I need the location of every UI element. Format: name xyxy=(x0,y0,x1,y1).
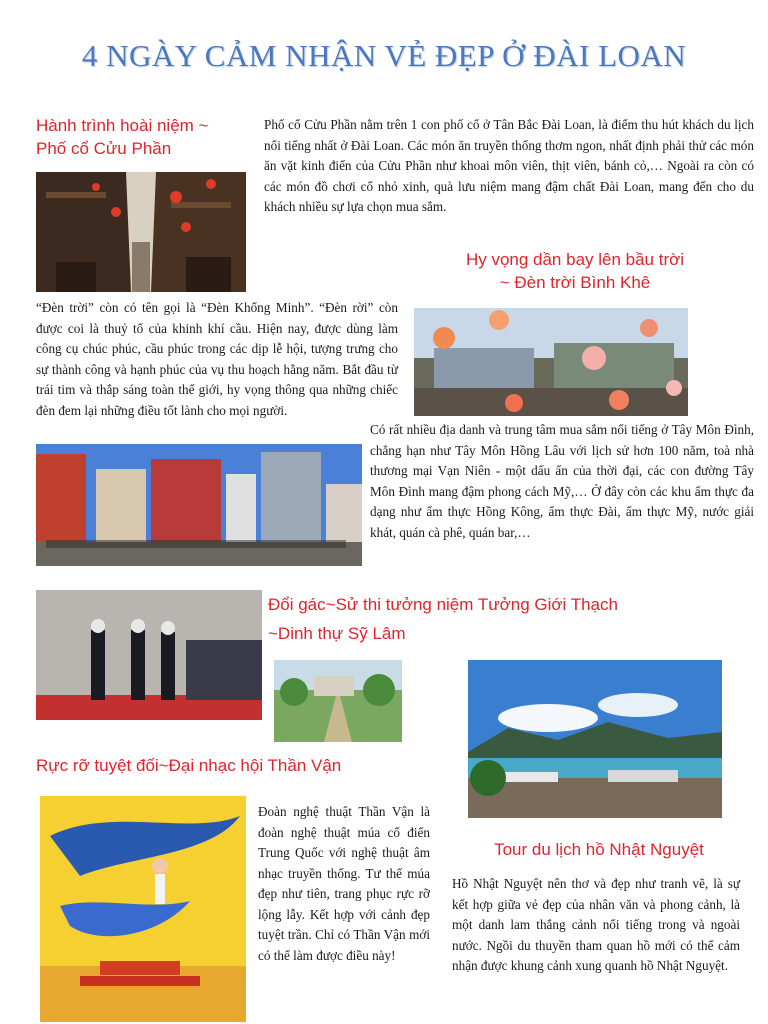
photo-sun-moon-lake xyxy=(468,660,722,818)
heading-binh-khe-line1: Hy vọng dần bay lên bầu trời xyxy=(465,250,685,269)
heading-nhat-nguyet: Tour du lịch hồ Nhật Nguyệt xyxy=(494,840,704,859)
photo-sky-lanterns xyxy=(414,308,688,416)
heading-cuu-phan xyxy=(36,114,261,160)
heading-cuu-phan-line1: Hành trình hoài niệm ~ xyxy=(36,116,209,135)
body-nhat-nguyet: Hồ Nhật Nguyệt nên thơ và đẹp như tranh vẽ, là sự kết hợp giữa vẻ đẹp của nhân văn và phong cảnh, là một danh lam thắng cảnh nổi tiếng trong và ngoài nước. Ngồi du thuyền tham quan hồ mới có thể cảm nhận được khung cảnh xung quanh hồ Nhật Nguyệt. xyxy=(452,876,740,973)
photo-guard-change xyxy=(36,590,262,720)
photo-shen-yun-dancer xyxy=(40,796,246,1022)
heading-binh-khe xyxy=(420,248,730,294)
photo-shilin-residence xyxy=(274,660,402,742)
heading-than-van: Rực rỡ tuyệt đối~Đại nhạc hội Thần Vận xyxy=(36,756,342,775)
body-binh-khe: “Đèn trời” còn có tên gọi là “Đèn Khổng Minh”. “Đèn rời” còn được coi là thuỷ tổ của khinh khí cầu. Hiện nay, được dùng làm công cụ chúc phúc, cầu phúc trong các dịp lễ hội, tượng trưng cho sự thành công và hạnh phúc của vụ thu hoạch hằng năm. Bắt đầu từ trái tim và thắp sáng toàn thế giới, hy vọng thông qua những chiếc đèn đem lại những điều tốt lành cho mọi người. xyxy=(36,300,398,418)
page-title: 4 NGÀY CẢM NHẬN VẺ ĐẸP Ở ĐÀI LOAN xyxy=(81,38,687,73)
heading-doi-gac-line1: Đổi gác~Sử thi tưởng niệm Tưởng Giới Thạch xyxy=(268,595,618,614)
heading-binh-khe-line2: ~ Đèn trời Bình Khê xyxy=(499,273,651,292)
body-tay-mon-dinh: Có rất nhiều địa danh và trung tâm mua sắm nổi tiếng ở Tây Môn Đình, chẳng hạn như Tây Môn Hồng Lâu với lịch sử hơn 100 năm, toà nhà thương mại Vạn Niên - một dấu ấn của thời đại, các con đường Tây Môn Đình mang đậm phong cách Mỹ,… Ở đây còn các khu ẩm thực đa dạng như ẩm thực Hồng Kông, ẩm thực Đài, ẩm thực Mỹ, nước giải khát, quán cà phê, quán bar,… xyxy=(370,422,754,540)
body-than-van: Đoàn nghệ thuật Thần Vận là đoàn nghệ thuật múa cổ điển Trung Quốc với nghệ thuật âm nhạc truyền thống. Tư thế múa đẹp như tiên, trang phục rực rỡ lộng lẫy. Kết hợp với cảnh đẹp tuyệt trần. Chỉ có Thần Vận mới có thể làm được điều này! xyxy=(258,804,430,963)
heading-doi-gac-line2: ~Dinh thự Sỹ Lâm xyxy=(268,624,406,643)
body-cuu-phan: Phố cổ Cửu Phần nằm trên 1 con phố cổ ở Tân Bắc Đài Loan, là điểm thu hút khách du lịch nổi tiếng nhất ở Đài Loan. Các món ăn truyền thống thơm ngon, nhất định phải thử các món ăn vặt kinh điển của Cửu Phần như khoai môn viên, thịt viên, bánh cỏ,… Ngoài ra còn có các món đồ chơi cổ nhỏ xinh, quà lưu niệm mang đậm chất Đài Loan, mang đến cho du khách nhiều sự lựa chọn mua sắm. xyxy=(264,117,754,214)
photo-tay-mon-dinh xyxy=(36,444,362,566)
photo-cuu-phan-street xyxy=(36,172,246,292)
heading-doi-gac xyxy=(268,590,738,648)
heading-cuu-phan-line2: Phố cổ Cửu Phần xyxy=(36,139,172,158)
